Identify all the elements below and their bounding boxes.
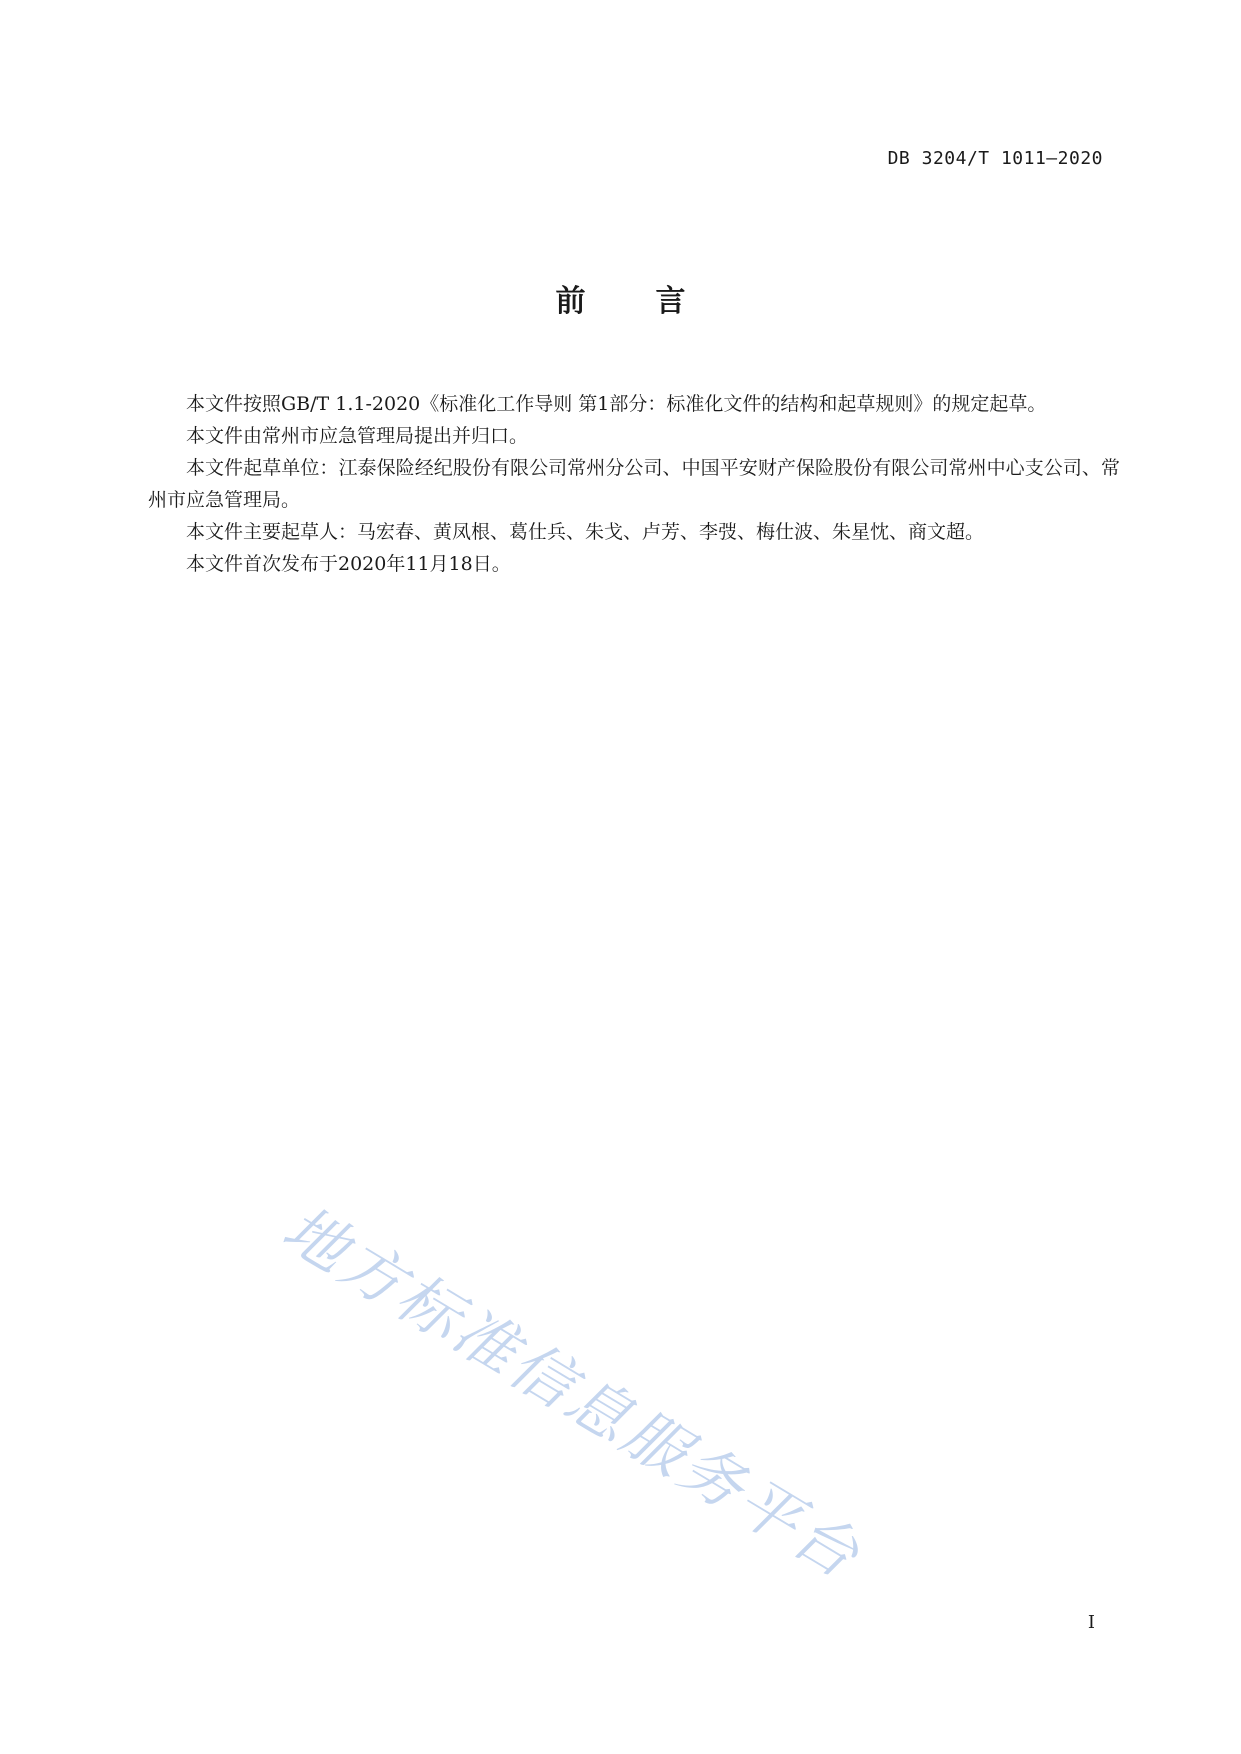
page-number: I xyxy=(1087,1612,1095,1633)
paragraph: 本文件主要起草人：马宏春、黄凤根、葛仕兵、朱戈、卢芳、李弢、梅仕波、朱星忱、商文超。 xyxy=(186,521,985,543)
page-title: 前言 xyxy=(555,284,756,319)
paragraph: 本文件首次发布于2020年11月18日。 xyxy=(186,553,511,575)
paragraph: 本文件按照GB/T 1.1-2020《标准化工作导则 第1部分：标准化文件的结构和起草规则》的规定起草。 xyxy=(186,393,1047,415)
document-body xyxy=(148,388,1120,580)
paragraph: 本文件由常州市应急管理局提出并归口。 xyxy=(186,425,529,447)
paragraph: 本文件起草单位：江泰保险经纪股份有限公司常州分公司、中国平安财产保险股份有限公司常州中心支公司、常州市应急管理局。 xyxy=(148,457,1120,511)
watermark: 地方标准信息服务平台 xyxy=(270,1191,875,1594)
document-code: DB 3204/T 1011—2020 xyxy=(887,148,1103,169)
